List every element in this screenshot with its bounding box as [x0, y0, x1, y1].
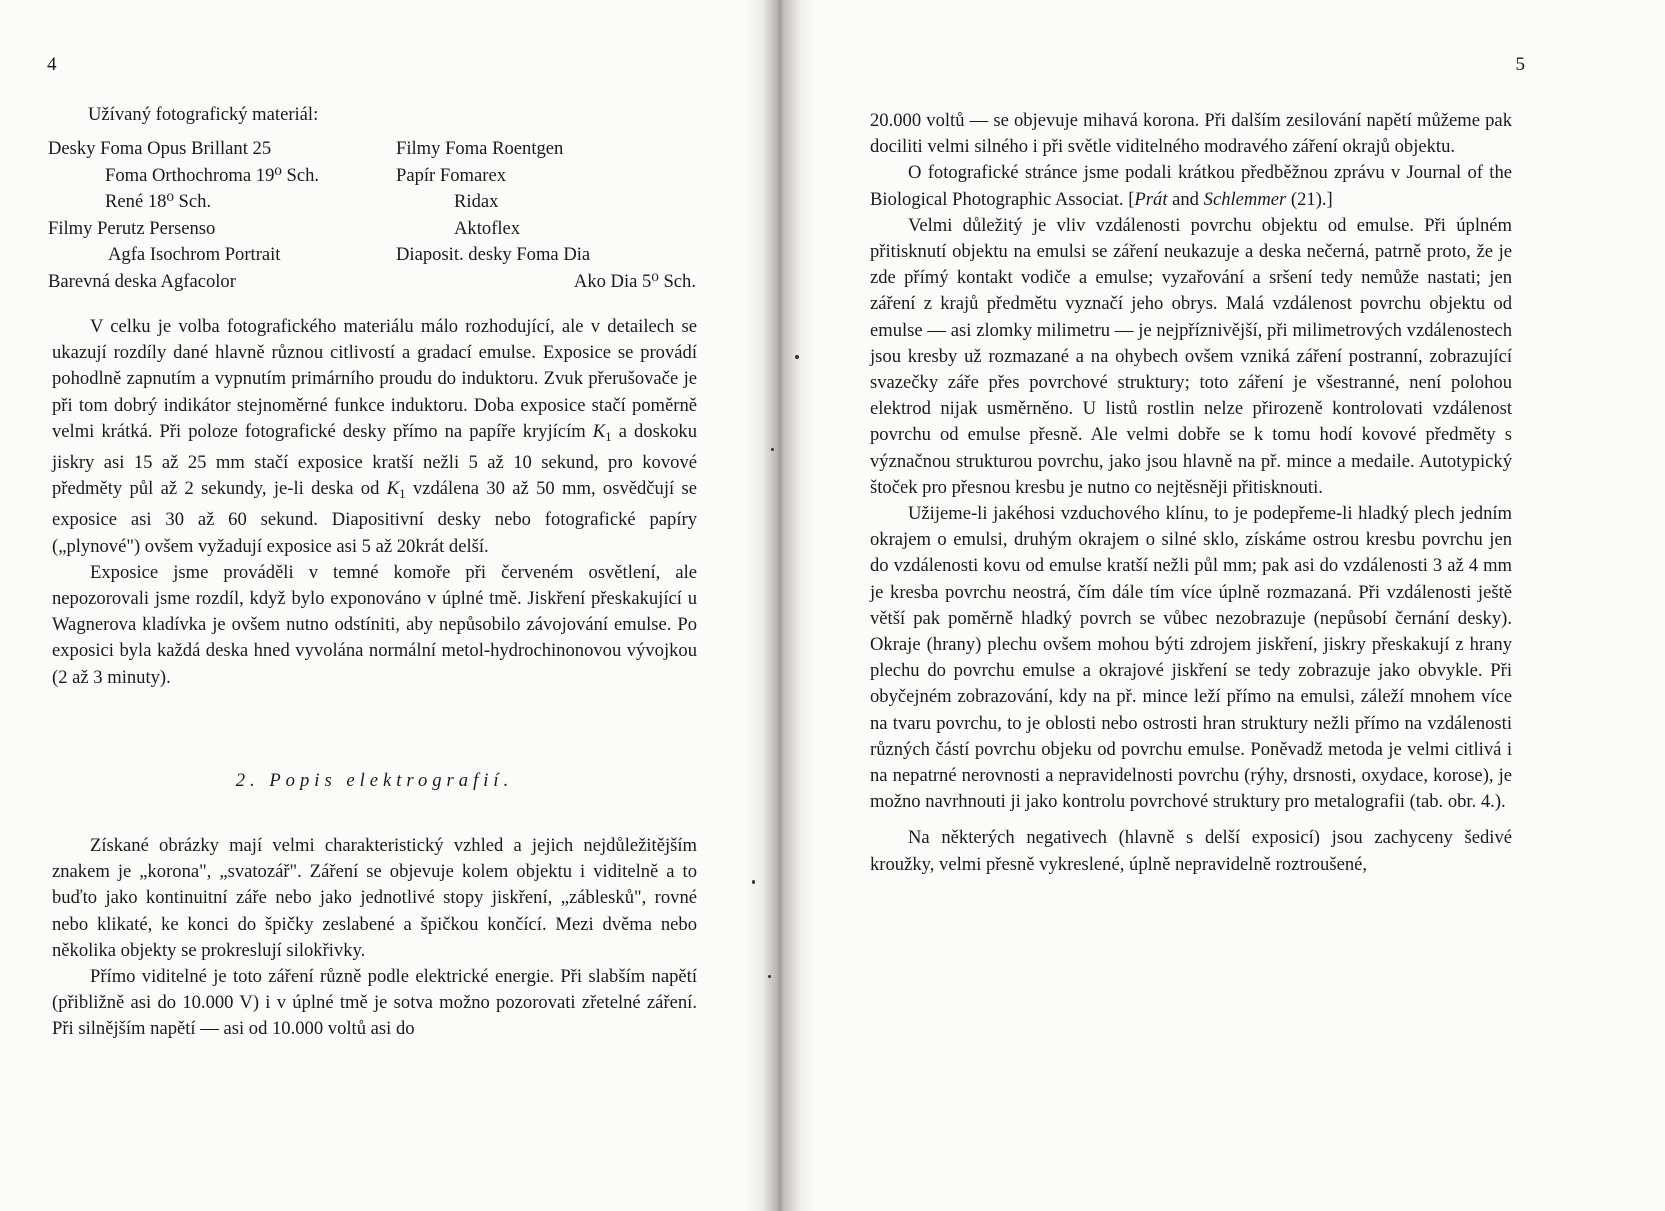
materials-list-left: [48, 136, 319, 295]
scan-speck: [752, 880, 755, 884]
right-body: [870, 108, 1512, 878]
material-item: Barevná deska Agfacolor: [48, 270, 236, 292]
material-item: Filmy Foma Roentgen: [396, 138, 564, 159]
left-body-upper: [52, 314, 697, 691]
material-item: Ridax: [454, 191, 499, 212]
section-heading: 2. Popis elektrografií.: [235, 770, 514, 791]
left-page: [0, 0, 745, 1211]
paragraph: Na některých negativech (hlavně s delší exposicí) jsou zachyceny šedivé kroužky, velmi přesně vykreslené, úplně nepravidelně roztroušené,: [870, 827, 1512, 875]
paragraph: O fotografické stránce jsme podali krátkou předběžnou zprávu v Journal of the Biological Photographic Associat. [Prát and Schlemmer (21).]: [870, 162, 1512, 210]
material-item: Foma Orthochroma 19⁰ Sch.: [105, 164, 320, 186]
materials-intro: Užívaný fotografický materiál:: [88, 104, 319, 125]
right-page: [815, 0, 1665, 1211]
paragraph: Užijeme-li jakéhosi vzduchového klínu, to je podepřeme-li hladký plech jedním okrajem o emulsi, druhým okrajem o silné sklo, získáme ostrou kresbu povrchu jen do vzdálenosti kovu od emulse kratší nežli půl mm; pak asi do vzdálenosti 3 až 4 mm je kresba povrchu neostrá, čím dále tím více úplně rozmazaná. Při vzdálenosti ještě větší pak poměrně hladký povrch se vůbec nezobrazuje (nepůsobí černání desky). Okraje (hrany) plechu ovšem mohou býti zdrojem jiskření, jiskry přeskakují z hrany plechu do povrchu emulse a okrajové jiskření se tedy zobrazuje jako obvykle. Při obyčejném zobrazování, kdy na př. mince leží přímo na emulsi, záleží mnohem více na tvaru povrchu, to je oblosti nebo ostrosti hran struktury nežli přímo na vzdálenosti různých částí povrchu objeku od povrchu emulse. Poněvadž metoda je velmi citlivá i na nepatrné nerovnosti a nepravidelnosti povrchu (rýhy, drsnosti, oxydace, korose), je možno navrhnouti ji jako kontrolu povrchové struktury pro metalografii (tab. obr. 4.).: [870, 503, 1512, 813]
paragraph: Přímo viditelné je toto záření různě podle elektrické energie. Při slabším napětí (přibližně asi do 10.000 V) i v úplné tmě je sotva možno pozorovati zřetelné záření. Při silnějším napětí — asi od 10.000 voltů asi do: [52, 966, 697, 1040]
material-item: René 18⁰ Sch.: [105, 191, 212, 212]
page-number-left: 4: [47, 54, 57, 75]
left-body-lower: [52, 833, 697, 1043]
paragraph: 20.000 voltů — se objevuje mihavá korona. Při dalším zesilování napětí můžeme pak dociliti velmi silného i při světle viditelného modravého záření okrajů objektu.: [870, 110, 1512, 158]
materials-list-right: [396, 136, 696, 295]
material-item: Desky Foma Opus Brillant 25: [48, 138, 272, 159]
material-item: Papír Fomarex: [396, 164, 506, 186]
paragraph: Velmi důležitý je vliv vzdálenosti povrchu objektu od emulse. Při úplném přitisknutí objektu na emulsi se záření neukazuje a deska nečerná, patrně proto, že je zde přímý kontakt vodiče a emulse; vyzařování a sršení tedy nemůže nastati; jen záření z krajů předmětu vyznačí jeho obrys. Malá vzdálenost povrchu objektu od emulse — asi zlomky milimetru — je nejpříznivější, při milimetrových vzdálenostech jsou kresby už rozmazané a na ohybech ovšem vzniká záření postranní, zobrazující svazečky záře přes povrchové struktury; toto záření je všestranné, není polohou elektrod nijak usměrněno. U listů rostlin nelze přirozeně kontrolovati vzdálenost povrchu od emulse přesně. Ale velmi dobře se k tomu hodí kovové předměty s význačnou strukturou povrchu, jako jsou hlavně na př. mince a medaile. Autotypický štoček pro přesnou kresbu je nutno co nejtěsněji přitisknouti.: [870, 214, 1512, 498]
material-item: Agfa Isochrom Portrait: [108, 244, 281, 265]
scan-speck: [795, 355, 799, 359]
material-item: Filmy Perutz Persenso: [48, 217, 216, 239]
scan-speck: [771, 448, 774, 451]
paragraph: Exposice jsme prováděli v temné komoře při červeném osvětlení, ale nepozorovali jsme rozdíl, když bylo exponováno v úplné tmě. Jiskření přeskakující u Wagnerova kladívka je ovšem nutno odstíniti, aby nepůsobilo závojování emulse. Po exposici byla každá deska hned vyvolána normální metol-hydrochinonovou vývojkou (2 až 3 minuty).: [52, 561, 697, 688]
scan-speck: [768, 975, 771, 978]
material-item: Diaposit. desky Foma Dia: [396, 244, 591, 265]
book-gutter: [745, 0, 815, 1211]
material-item: Ako Dia 5⁰ Sch.: [573, 270, 696, 292]
paragraph: Získané obrázky mají velmi charakteristický vzhled a jejich nejdůležitějším znakem je „korona", „svatozář". Záření se objevuje kolem objektu i viditelně a to buďto jako kontinuitní záře nebo jako jednotlivé stopy jiskření, „záblesků", rovné nebo klikaté, ke konci do špičky zeslabené a špičkou končící. Mezi dvěma nebo několika objekty se prokreslují silokřivky.: [52, 835, 697, 961]
paragraph: V celku je volba fotografického materiálu málo rozhodující, ale v detailech se ukazují rozdíly dané hlavně různou citlivostí a gradací emulse. Exposice se provádí pohodlně zapnutím a vypnutím primárního proudu do induktoru. Zvuk přerušovače je při tom dobrý indikátor stejnoměrné funkce induktoru. Doba exposice stačí poměrně velmi krátká. Při poloze fotografické desky přímo na papíře kryjícím $K_1$ a doskoku jiskry asi 15 až 25 mm stačí exposice kratší nežli 5 až 10 sekund, pro kovové předměty půl až 2 sekundy, je-li deska od $K_1$ vzdálena 30 až 50 mm, osvědčují se exposice asi 30 až 60 sekund. Diapositivní desky nebo fotografické papíry („plynové") ovšem vyžadují exposice asi 5 až 20krát delší.: [52, 316, 697, 557]
page-number-right: 5: [1515, 54, 1525, 75]
material-item: Aktoflex: [454, 217, 521, 239]
